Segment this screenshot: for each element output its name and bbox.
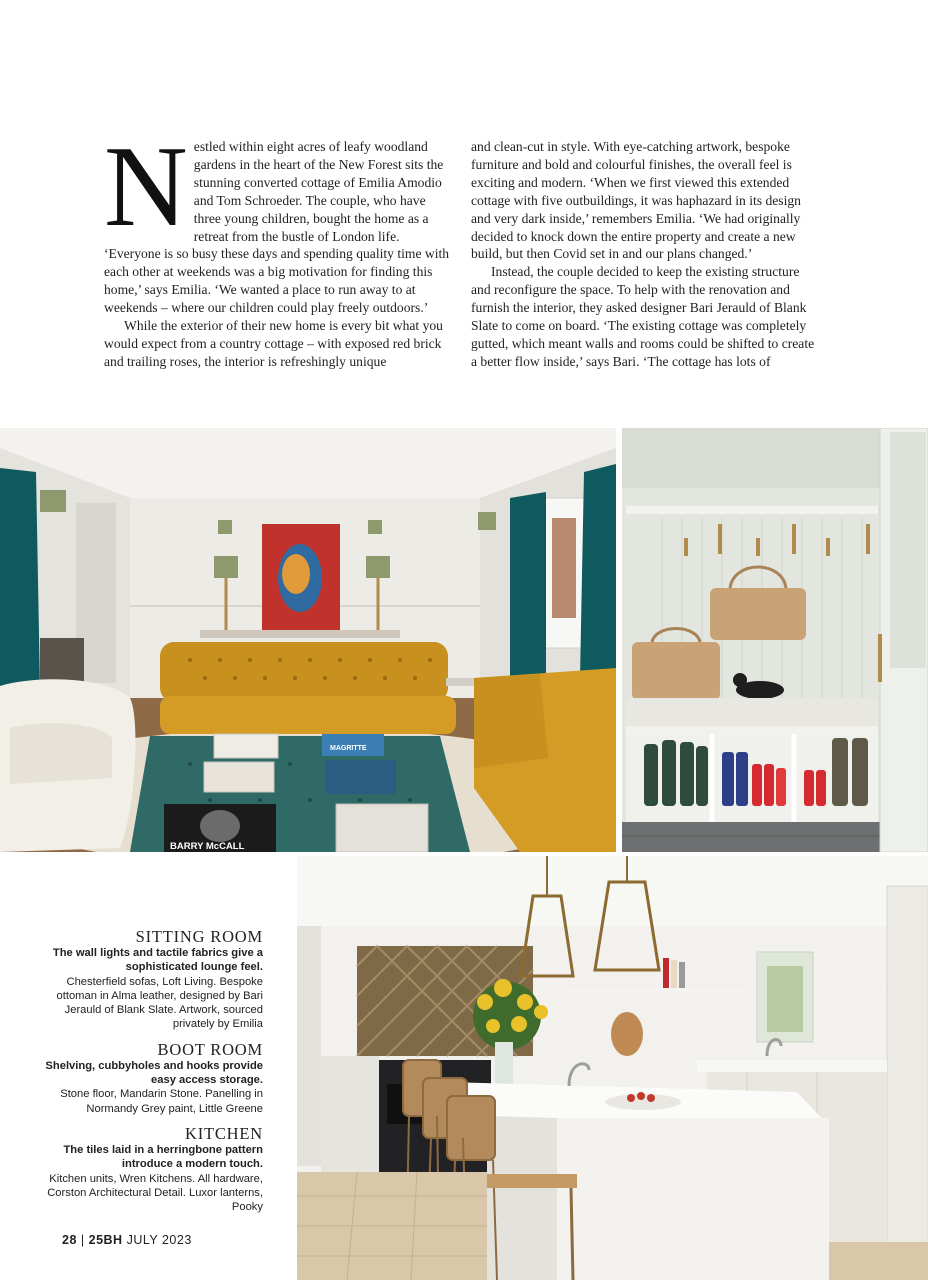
book-title-text: MAGRITTE [330,745,367,752]
caption-body: Stone floor, Mandarin Stone. Panelling in Normandy Grey paint, Little Greene [60,1088,263,1115]
caption-sitting-room [44,928,263,1032]
caption-boot-room [44,1041,263,1116]
page-number: 28 [62,1233,77,1247]
caption-heading: KITCHEN [184,1123,263,1143]
caption-kitchen [44,1125,263,1214]
article-paragraph: While the exterior of their new home is every bit what you would expect from a country cottage – with exposed red brick and trailing roses, the interior is refreshingly unique [104,318,443,369]
article-paragraph: and clean-cut in style. With eye-catching artwork, bespoke furniture and bold and colourful finishes, the overall feel is exciting and modern. ‘When we first viewed this extended cottage with five outbuildings, it was haphazard in its design and very dark inside,’ remembers Emilia. ‘We had originally decided to knock down the entire property and create a new build, but then Covid set in and our plans changed.’ [471,139,801,262]
caption-body: Kitchen units, Wren Kitchens. All hardware, Corston Architectural Detail. Luxor lanterns, Pooky [47,1172,263,1214]
caption-lead: The tiles laid in a herringbone pattern introduce a modern touch. [63,1143,263,1171]
book-title-text: BARRY McCALL [170,841,245,852]
caption-lead: Shelving, cubbyholes and hooks provide easy access storage. [45,1059,263,1087]
caption-heading: SITTING ROOM [135,927,263,946]
caption-heading: BOOT ROOM [157,1039,263,1059]
caption-body: Chesterfield sofas, Loft Living. Bespoke ottoman in Alma leather, designed by Bari Jerauld of Blank Slate. Artwork, sourced privately by Emilia [56,975,263,1031]
sitting-room-photo [0,428,616,852]
page-folio [62,1233,192,1247]
article-column-left [104,123,454,371]
article-paragraph: Instead, the couple decided to keep the existing structure and reconfigure the space. To help with the renovation and furnish the interior, they asked designer Bari Jerauld of Blank Slate to come on board. ‘The existing cottage was completely gutted, which meant walls and rooms could be shifted to create a better flow inside,’ says Bari. ‘The cottage has lots of [471,264,815,369]
folio-separator: | [80,1233,85,1247]
kitchen-photo [297,856,928,1280]
boot-room-photo [622,428,928,852]
drop-cap: N [104,123,188,251]
article-paragraph [104,123,454,317]
caption-lead: The wall lights and tactile fabrics give a sophisticated lounge feel. [52,947,263,974]
magazine-name: 25BH [88,1233,123,1247]
photo-captions [44,928,263,1223]
issue-date: JULY 2023 [126,1233,192,1247]
paragraph-text: estled within eight acres of leafy woodland gardens in the heart of the New Forest sits the stunning converted cottage of Emilia Amodio and Tom Schroeder. The couple, who have three young children, bought the home as a retreat from the bustle of London life. ‘Everyone is so busy these days and spending quality time with each other at weekends was a big motivation for finding this home,’ says Emilia. ‘We wanted a place to run away to at weekends – where our children could play freely outdoors.’ [104,139,450,316]
article-column-right [471,138,821,371]
